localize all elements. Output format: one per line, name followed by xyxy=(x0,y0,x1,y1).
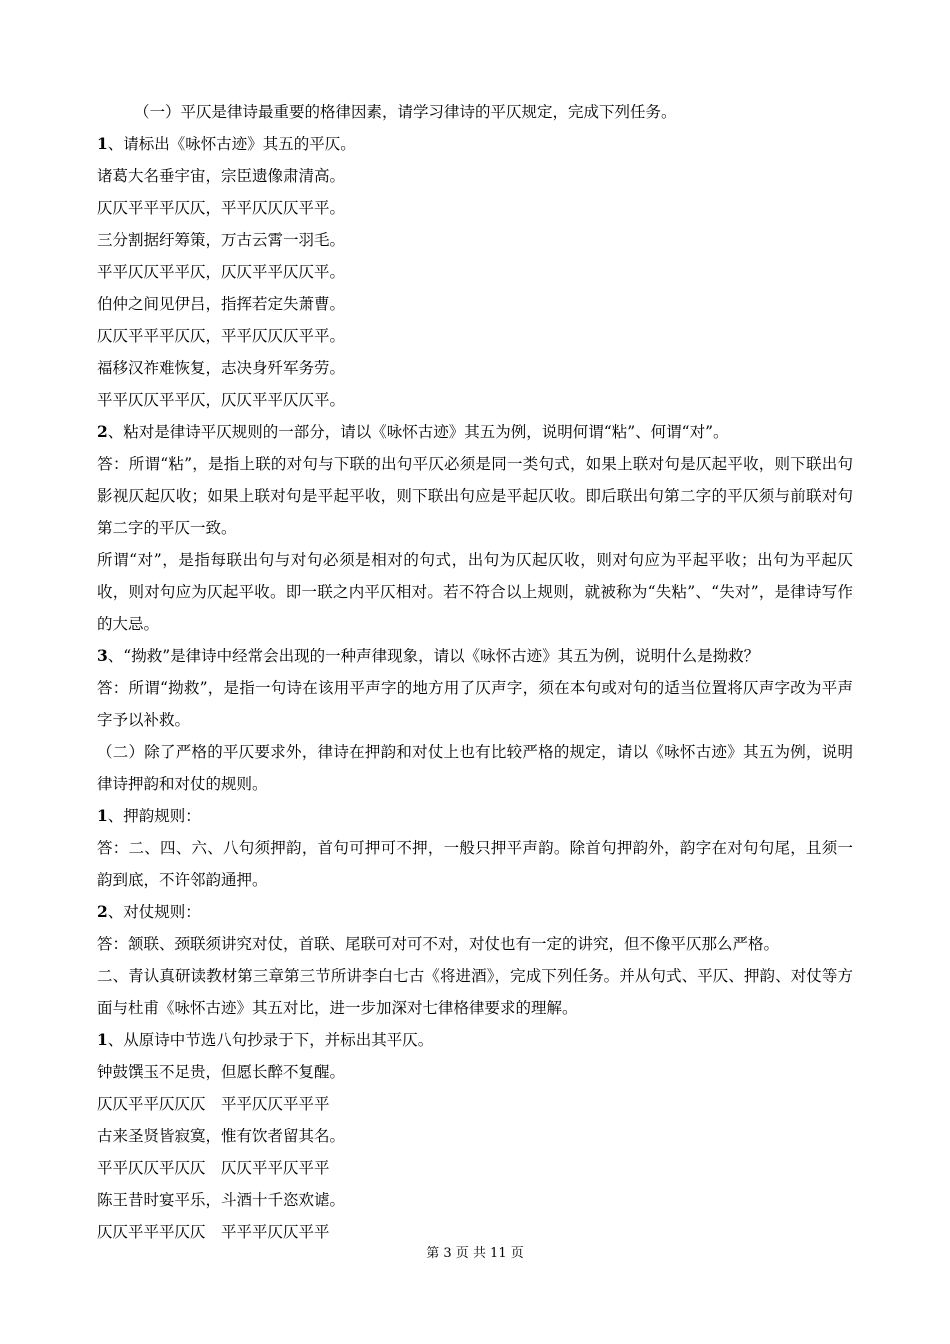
task-text: 、对仗规则： xyxy=(107,903,201,921)
poem-line: 诸葛大名垂宇宙，宗臣遗像肃清高。 xyxy=(97,167,346,185)
tone-line: 平平仄仄平平仄，仄仄平平仄仄平。 xyxy=(97,263,346,281)
task-item xyxy=(97,800,853,832)
heading-text: （一）平仄是律诗最重要的格律因素，请学习律诗的平仄规定，完成下列任务。 xyxy=(134,103,677,121)
tone-line: 平平仄仄平平仄，仄仄平平仄仄平。 xyxy=(97,391,346,409)
tone-line: 仄仄平平平仄仄，平平仄仄仄平平。 xyxy=(97,327,346,345)
poem-line: 钟鼓馔玉不足贵，但愿长醉不复醒。 xyxy=(97,1063,346,1081)
task-number: 1 xyxy=(97,1030,108,1049)
answer-paragraph xyxy=(97,832,853,896)
tone-line: 平平仄仄平仄仄 仄仄平平仄平平 xyxy=(97,1159,330,1177)
task-text: 、请标出《咏怀古迹》其五的平仄。 xyxy=(107,135,356,153)
poem-line: 三分割据纡筹策，万古云霄一羽毛。 xyxy=(97,231,346,249)
answer-text: 所谓“对”，是指每联出句与对句必须是相对的句式，出句为仄起仄收，则对句应为平起平收；出句为平起仄收，则对句应为仄起平收。即一联之内平仄相对。若不符合以上规则，就被称为“失粘”、“失对”，是律诗写作的大忌。 xyxy=(97,551,853,633)
task-text: 、押韵规则： xyxy=(107,807,201,825)
tone-line: 仄仄平平平仄仄 平平平仄仄平平 xyxy=(97,1223,330,1241)
task-text: 、从原诗中节选八句抄录于下，并标出其平仄。 xyxy=(107,1031,434,1049)
task-number: 2 xyxy=(97,422,108,441)
answer-text: 答：二、四、六、八句须押韵，首句可押可不押，一般只押平声韵。除首句押韵外，韵字在对句句尾，且须一韵到底，不许邻韵通押。 xyxy=(97,839,853,889)
task-item xyxy=(97,128,853,160)
task-item xyxy=(97,896,853,928)
task-number: 1 xyxy=(97,806,108,825)
poem-line: 福移汉祚难恢复，志决身歼军务劳。 xyxy=(97,359,346,377)
section-heading xyxy=(97,96,853,128)
section-heading xyxy=(97,960,853,1024)
poem-line: 伯仲之间见伊吕，指挥若定失萧曹。 xyxy=(97,295,346,313)
answer-paragraph xyxy=(97,448,853,544)
answer-text: 答：颔联、颈联须讲究对仗，首联、尾联可对可不对，对仗也有一定的讲究，但不像平仄那么严格。 xyxy=(97,935,780,953)
task-text: 、“拗救”是律诗中经常会出现的一种声律现象，请以《咏怀古迹》其五为例，说明什么是拗救？ xyxy=(107,647,760,665)
section-heading xyxy=(97,736,853,800)
poem-line: 陈王昔时宴平乐，斗酒十千恣欢谑。 xyxy=(97,1191,346,1209)
tone-line: 仄仄平平仄仄仄 平平仄仄平平平 xyxy=(97,1095,330,1113)
answer-text: 答：所谓“粘”，是指上联的对句与下联的出句平仄必须是同一类句式，如果上联对句是仄起平收，则下联出句影视仄起仄收；如果上联对句是平起平收，则下联出句应是平起仄收。即后联出句第二字的平仄须与前联对句第二字的平仄一致。 xyxy=(97,455,853,537)
answer-paragraph xyxy=(97,672,853,736)
answer-paragraph xyxy=(97,928,853,960)
answer-text: 答：所谓“拗救”，是指一句诗在该用平声字的地方用了仄声字，须在本句或对句的适当位置将仄声字改为平声字予以补救。 xyxy=(97,679,853,729)
task-number: 1 xyxy=(97,134,108,153)
task-item xyxy=(97,1024,853,1056)
document-page xyxy=(97,96,853,1248)
task-text: 、粘对是律诗平仄规则的一部分，请以《咏怀古迹》其五为例，说明何谓“粘”、何谓“对”。 xyxy=(107,423,729,441)
heading-text: （二）除了严格的平仄要求外，律诗在押韵和对仗上也有比较严格的规定，请以《咏怀古迹》其五为例，说明律诗押韵和对仗的规则。 xyxy=(97,743,853,793)
page-footer: 第 3 页 共 11 页 xyxy=(426,1246,524,1261)
task-item xyxy=(97,416,853,448)
tone-line: 仄仄平平平仄仄，平平仄仄仄平平。 xyxy=(97,199,346,217)
task-number: 2 xyxy=(97,902,108,921)
poem-line: 古来圣贤皆寂寞，惟有饮者留其名。 xyxy=(97,1127,346,1145)
heading-text: 二、青认真研读教材第三章第三节所讲李白七古《将进酒》，完成下列任务。并从句式、平仄、押韵、对仗等方面与杜甫《咏怀古迹》其五对比，进一步加深对七律格律要求的理解。 xyxy=(97,967,853,1017)
task-item xyxy=(97,640,853,672)
answer-paragraph xyxy=(97,544,853,640)
task-number: 3 xyxy=(97,646,108,665)
